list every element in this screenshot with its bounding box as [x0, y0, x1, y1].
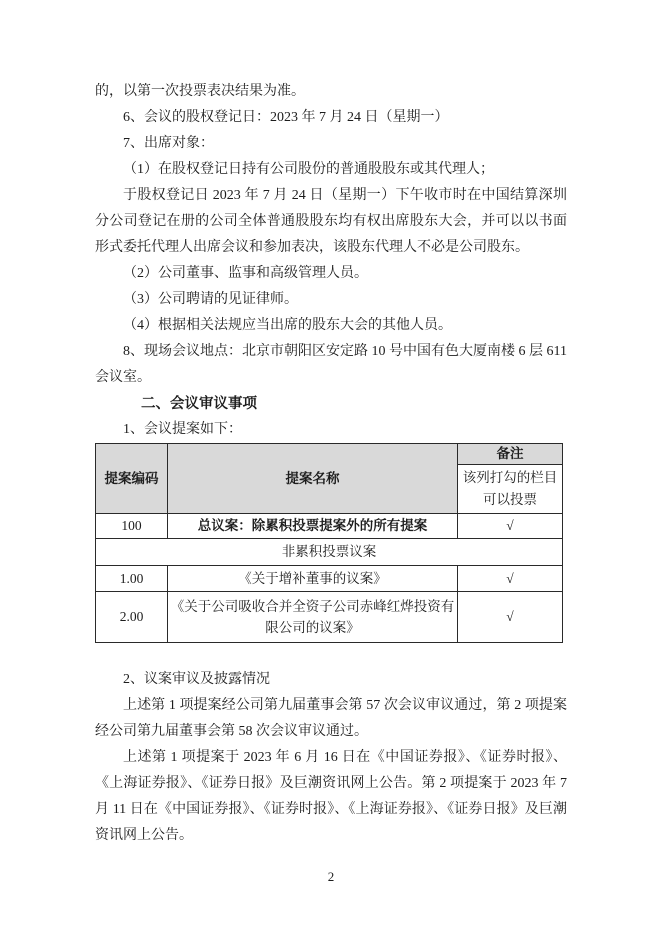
- proposal-name: 《关于公司吸收合并全资子公司赤峰红烨投资有限公司的议案》: [168, 592, 458, 643]
- page-number: 2: [327, 869, 335, 884]
- paragraph-publication-info: 上述第 1 项提案于 2023 年 6 月 16 日在《中国证券报》、《证券时报》、《上海证券报》、《证券日报》及巨潮资讯网上公告。第 2 项提案于 2023 年 7 月 11 日在《中国证券报》、《证券时报》、《上海证券报》、《证券日报》及巨潮资讯网上公告。: [95, 750, 567, 843]
- group-row-label: 非累积投票议案: [96, 539, 563, 566]
- paragraph-attendees-title: 7、出席对象：: [123, 136, 214, 151]
- paragraph-attendee-item-4: （4）根据相关法规应当出席的股东大会的其他人员。: [123, 318, 452, 333]
- vote-check-mark: √: [458, 592, 563, 643]
- table-row-total-proposal: [96, 514, 563, 539]
- paragraph-review-disclosure-title: 2、议案审议及披露情况: [123, 672, 270, 687]
- proposal-name: 《关于增补董事的议案》: [168, 566, 458, 592]
- paragraph-record-date: 6、会议的股权登记日：2023 年 7 月 24 日（星期一）: [123, 110, 449, 125]
- section-heading-review-items: 二、会议审议事项: [141, 396, 257, 412]
- paragraph-attendee-item-3: （3）公司聘请的见证律师。: [123, 292, 298, 307]
- paragraph-attendee-item-1: （1）在股权登记日持有公司股份的普通股股东或其代理人；: [123, 162, 494, 177]
- paragraph-attendee-item-2: （2）公司董事、监事和高级管理人员。: [123, 266, 368, 281]
- proposals-table: [95, 443, 563, 643]
- table-row-proposal-1: [96, 566, 563, 592]
- paragraph-voting-result: 的，以第一次投票表决结果为准。: [95, 84, 305, 99]
- paragraph-board-approval: 上述第 1 项提案经公司第九届董事会第 57 次会议审议通过，第 2 项提案经公司第九届董事会第 58 次会议审议通过。: [95, 698, 567, 739]
- proposal-code: 1.00: [96, 566, 168, 592]
- paragraph-attendee-item-1-detail: 于股权登记日 2023 年 7 月 24 日（星期一）下午收市时在中国结算深圳分公司登记在册的公司全体普通股股东均有权出席股东大会，并可以以书面形式委托代理人出席会议和参加表决，该股东代理人不必是公司股东。: [95, 188, 567, 255]
- table-group-row: [96, 539, 563, 566]
- header-proposal-name: 提案名称: [168, 444, 458, 514]
- paragraph-meeting-venue: 8、现场会议地点：北京市朝阳区安定路 10 号中国有色大厦南楼 6 层 611 会议室。: [95, 344, 567, 385]
- table-row-proposal-2: [96, 592, 563, 643]
- proposal-name: 总议案：除累积投票提案外的所有提案: [168, 514, 458, 539]
- paragraph-proposals-intro: 1、会议提案如下：: [123, 422, 242, 437]
- vote-check-mark: √: [458, 566, 563, 592]
- header-proposal-code: 提案编码: [96, 444, 168, 514]
- page-content: [95, 79, 567, 849]
- remark-note-cell: 该列打勾的栏目可以投票: [458, 465, 563, 514]
- vote-check-mark: √: [458, 514, 563, 539]
- table-header-row-top: [96, 444, 563, 465]
- header-remark: 备注: [458, 444, 563, 465]
- proposal-code: 100: [96, 514, 168, 539]
- proposal-code: 2.00: [96, 592, 168, 643]
